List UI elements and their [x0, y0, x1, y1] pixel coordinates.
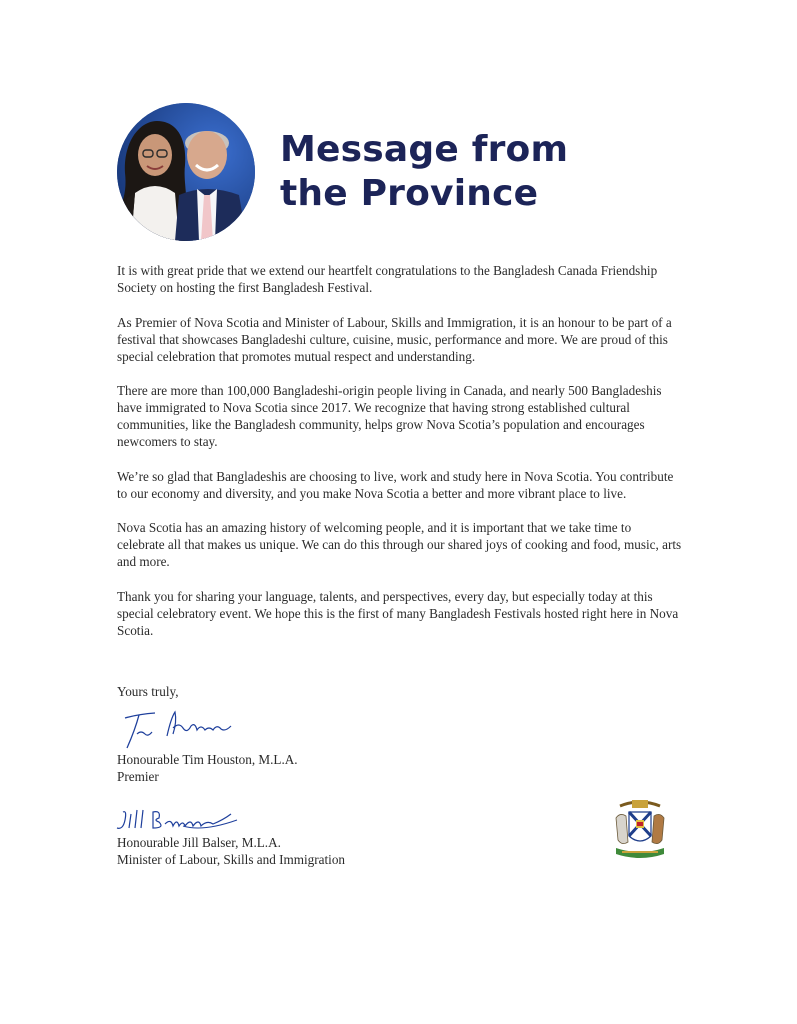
paragraph: Nova Scotia has an amazing history of welcoming people, and it is important that we take time to celebrate all that makes us unique. We can do this through our shared joys of cooking and food, music, arts and more.	[117, 520, 682, 569]
paragraph: We’re so glad that Bangladeshis are choosing to live, work and study here in Nova Scotia. You contribute to our economy and diversity, and you make Nova Scotia a better and more vibrant place to live.	[117, 468, 674, 501]
nova-scotia-coat-of-arms-icon	[612, 796, 668, 864]
title-line-1: Message from	[280, 129, 569, 170]
paragraph: It is with great pride that we extend our heartfelt congratulations to the Bangladesh Canada Friendship Society on hosting the first Bangladesh Festival.	[117, 263, 658, 295]
signer-role: Premier	[117, 769, 159, 784]
portrait-photo	[117, 103, 255, 241]
title-line-2: the Province	[280, 173, 539, 214]
portrait-illustration	[117, 103, 255, 241]
signer-role: Minister of Labour, Skills and Immigration	[117, 852, 346, 867]
page-title	[280, 128, 568, 216]
signer-name: Honourable Tim Houston, M.L.A.	[117, 752, 298, 767]
signer-block-minister	[117, 834, 345, 868]
signature-tim-houston	[117, 704, 237, 750]
signer-block-premier	[117, 751, 298, 785]
paragraph: As Premier of Nova Scotia and Minister of Labour, Skills and Immigration, it is an honour to be part of a festival that showcases Bangladeshi culture, cuisine, music, performance and more. We are proud of this special celebration that promotes mutual respect and understanding.	[117, 314, 672, 364]
signature-jill-balser	[113, 806, 243, 836]
message-body	[117, 262, 682, 656]
paragraph: Thank you for sharing your language, talents, and perspectives, every day, but especially today at this special celebratory event. We hope this is the first of many Bangladesh Festivals hosted right here in Nova Scotia.	[117, 588, 679, 638]
closing-salutation: Yours truly,	[117, 684, 179, 699]
signer-name: Honourable Jill Balser, M.L.A.	[117, 835, 281, 850]
paragraph: There are more than 100,000 Bangladeshi-origin people living in Canada, and nearly 500 Bangladeshis have immigrated to Nova Scotia since 2017. We recognize that having strong established cultural communities, like the Bangladesh community, helps grow Nova Scotia’s population and encourages newcomers to stay.	[117, 383, 662, 449]
